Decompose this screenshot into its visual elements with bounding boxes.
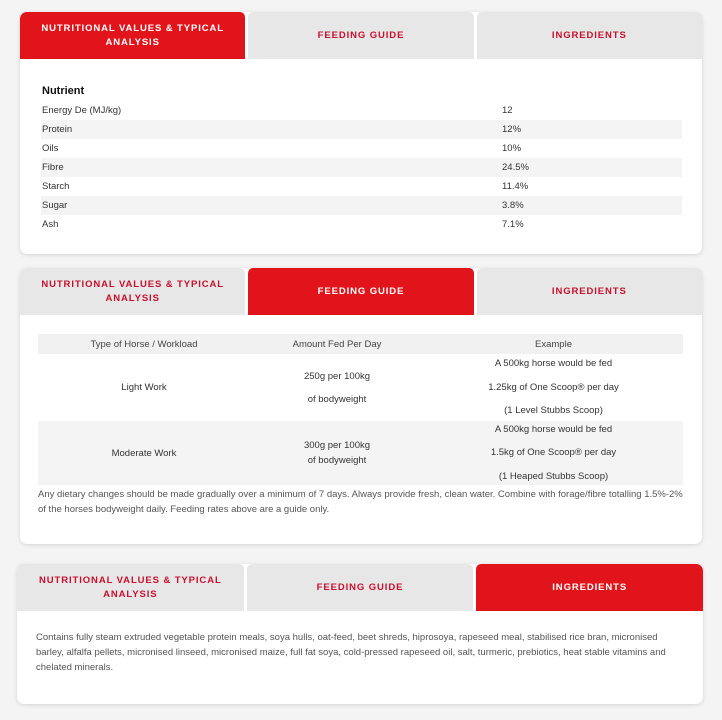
example-line: A 500kg horse would be fed <box>494 423 613 435</box>
nutrient-rows <box>41 101 682 234</box>
nutrient-name: Energy De (MJ/kg) <box>42 105 122 116</box>
nutrition-panel <box>20 12 702 254</box>
workload-type: Moderate Work <box>111 447 177 459</box>
nutrient-value: 10% <box>502 143 522 154</box>
table-row <box>38 354 683 421</box>
nutrient-table <box>41 82 682 234</box>
tab-nutritional-values[interactable]: NUTRITIONAL VALUES & TYPICAL ANALYSIS <box>17 564 244 611</box>
tab-bar <box>17 564 703 611</box>
table-header <box>38 334 683 354</box>
example-line: 1.5kg of One Scoop® per day <box>490 447 617 459</box>
workload-type: Light Work <box>121 382 167 393</box>
tab-nutritional-values[interactable]: NUTRITIONAL VALUES & TYPICAL ANALYSIS <box>20 268 245 315</box>
nutrient-name: Starch <box>42 181 70 192</box>
table-row <box>41 196 682 215</box>
nutrient-value: 3.8% <box>502 200 524 211</box>
feeding-note: Any dietary changes should be made gradually over a minimum of 7 days. Always provide fresh, clean water. Combine with forage/fibre totalling 1.5%-2% of the horses bodyweight daily. Feeding rates above are a guide only. <box>38 489 683 515</box>
tab-ingredients[interactable]: INGREDIENTS <box>476 564 703 611</box>
nutrient-name: Ash <box>42 219 59 230</box>
column-header-type: Type of Horse / Workload <box>90 338 198 350</box>
table-row <box>41 101 682 120</box>
tab-nutritional-values[interactable]: NUTRITIONAL VALUES & TYPICAL ANALYSIS <box>20 12 245 59</box>
table-row <box>41 158 682 177</box>
column-header-example: Example <box>535 338 572 350</box>
amount-line: 250g per 100kg <box>303 370 371 382</box>
tab-feeding-guide[interactable]: FEEDING GUIDE <box>248 12 473 59</box>
table-row <box>41 177 682 196</box>
nutrient-value: 7.1% <box>502 219 524 230</box>
example-line: (1 Level Stubbs Scoop) <box>504 405 603 417</box>
amount-cell <box>250 438 424 468</box>
amount-line: of bodyweight <box>307 455 367 466</box>
amount-line: 300g per 100kg <box>303 440 371 451</box>
tab-ingredients[interactable]: INGREDIENTS <box>477 12 702 59</box>
column-header-amount: Amount Fed Per Day <box>292 338 382 350</box>
nutrient-value: 12% <box>502 124 522 135</box>
nutrient-name: Sugar <box>42 200 68 211</box>
amount-line: of bodyweight <box>307 393 367 405</box>
tab-feeding-guide[interactable]: FEEDING GUIDE <box>248 268 473 315</box>
nutrient-name: Fibre <box>42 162 64 173</box>
example-cell <box>424 352 683 423</box>
table-row <box>41 120 682 139</box>
nutrient-value: 24.5% <box>502 162 529 173</box>
example-line: A 500kg horse would be fed <box>494 358 613 370</box>
tab-bar <box>20 12 702 59</box>
nutrient-value: 11.4% <box>502 181 529 192</box>
tab-feeding-guide[interactable]: FEEDING GUIDE <box>247 564 474 611</box>
tab-ingredients[interactable]: INGREDIENTS <box>477 268 702 315</box>
example-cell <box>424 418 683 489</box>
tab-bar <box>20 268 702 315</box>
feeding-panel <box>20 268 702 544</box>
example-line: (1 Heaped Stubbs Scoop) <box>498 470 609 482</box>
nutrient-name: Protein <box>42 124 73 135</box>
ingredients-text: Contains fully steam extruded vegetable protein meals, soya hulls, oat-feed, beet shreds, hiprosoya, rapeseed meal, stabilised rice bran, micronised barley, alfalfa pellets, micronised linseed, micronised maize, full fat soya, cold-pressed rapeseed oil, salt, turmeric, prebiotics, heat stable vitamins and chelated minerals. <box>36 632 666 673</box>
table-row <box>41 215 682 234</box>
amount-cell <box>250 365 424 411</box>
feeding-table <box>38 334 683 485</box>
example-line: 1.25kg of One Scoop® per day <box>488 381 619 393</box>
table-row <box>38 421 683 485</box>
nutrient-name: Oils <box>42 143 59 154</box>
ingredients-panel <box>17 564 703 704</box>
nutrient-heading: Nutrient <box>42 85 85 97</box>
table-row <box>41 139 682 158</box>
nutrient-value: 12 <box>502 105 513 116</box>
